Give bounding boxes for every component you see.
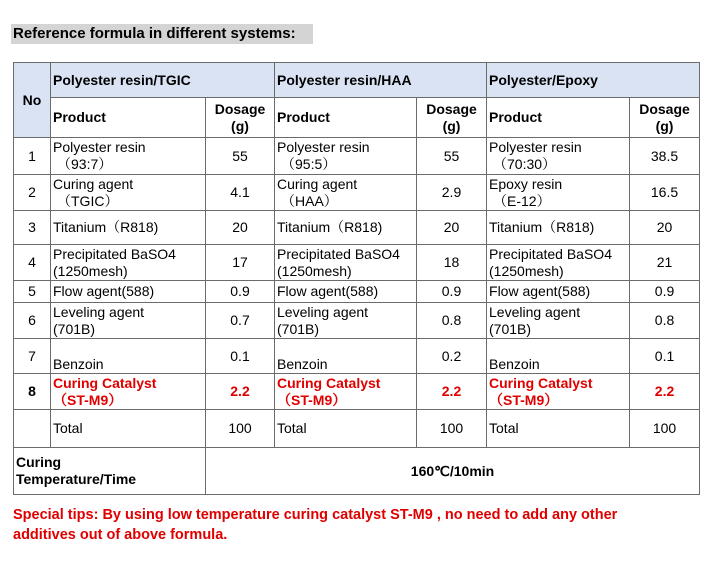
product-cell: Flow agent(588) — [275, 281, 417, 303]
curing-row — [14, 448, 700, 495]
special-tips: Special tips: By using low temperature curing catalyst ST-M9 , no need to add any other additives out of above formula. — [13, 507, 618, 543]
row-number: 4 — [14, 245, 51, 281]
product-cell: Curing Catalyst （ST-M9） — [51, 374, 206, 410]
product-cell: Titanium（R818) — [487, 211, 630, 245]
table-row — [14, 138, 700, 175]
dosage-value: 0.9 — [417, 281, 487, 303]
dosage-value: 0.8 — [630, 303, 700, 339]
row-number: 1 — [14, 138, 51, 175]
no-header: No — [14, 63, 51, 138]
dosage-value: 2.9 — [417, 175, 487, 211]
dosage-value: 0.7 — [206, 303, 275, 339]
product-cell: Precipitated BaSO4 (1250mesh) — [275, 245, 417, 281]
row-number: 2 — [14, 175, 51, 211]
dosage-value: 16.5 — [630, 175, 700, 211]
product-header: Product — [275, 98, 417, 138]
dosage-value: 20 — [630, 211, 700, 245]
dosage-value: 4.1 — [206, 175, 275, 211]
total-label: Total — [51, 410, 206, 448]
dosage-header: Dosage (g) — [630, 98, 700, 138]
product-cell: Flow agent(588) — [51, 281, 206, 303]
curing-label: Curing Temperature/Time — [14, 448, 206, 495]
total-value: 100 — [417, 410, 487, 448]
product-cell: Flow agent(588) — [487, 281, 630, 303]
dosage-value: 0.9 — [206, 281, 275, 303]
dosage-value: 17 — [206, 245, 275, 281]
system-header-haa: Polyester resin/HAA — [275, 63, 487, 98]
table-row — [14, 211, 700, 245]
dosage-value: 20 — [206, 211, 275, 245]
dosage-value: 0.2 — [417, 339, 487, 374]
dosage-value: 2.2 — [206, 374, 275, 410]
table-row — [14, 303, 700, 339]
row-number: 7 — [14, 339, 51, 374]
total-row — [14, 410, 700, 448]
product-cell: Polyester resin （70:30） — [487, 138, 630, 175]
row-number: 3 — [14, 211, 51, 245]
system-header-tgic: Polyester resin/TGIC — [51, 63, 275, 98]
total-label: Total — [275, 410, 417, 448]
row-number: 5 — [14, 281, 51, 303]
table-row — [14, 175, 700, 211]
dosage-value: 18 — [417, 245, 487, 281]
total-value: 100 — [630, 410, 700, 448]
dosage-value: 0.1 — [206, 339, 275, 374]
product-cell: Curing agent （TGIC） — [51, 175, 206, 211]
table-row — [14, 339, 700, 374]
product-cell: Curing agent （HAA） — [275, 175, 417, 211]
dosage-value: 0.8 — [417, 303, 487, 339]
product-cell: Leveling agent (701B) — [275, 303, 417, 339]
row-number: 8 — [14, 374, 51, 410]
table-row — [14, 281, 700, 303]
product-cell: Polyester resin （93:7） — [51, 138, 206, 175]
system-header-epoxy: Polyester/Epoxy — [487, 63, 700, 98]
product-cell: Curing Catalyst （ST-M9） — [487, 374, 630, 410]
dosage-value: 2.2 — [417, 374, 487, 410]
product-cell: Titanium（R818) — [51, 211, 206, 245]
product-header: Product — [487, 98, 630, 138]
formula-table — [13, 62, 700, 495]
dosage-value: 20 — [417, 211, 487, 245]
dosage-value: 55 — [417, 138, 487, 175]
dosage-value: 21 — [630, 245, 700, 281]
dosage-value: 0.1 — [630, 339, 700, 374]
product-cell: Polyester resin （95:5） — [275, 138, 417, 175]
product-cell: Precipitated BaSO4 (1250mesh) — [487, 245, 630, 281]
product-cell: Benzoin — [487, 339, 630, 374]
product-cell: Precipitated BaSO4 (1250mesh) — [51, 245, 206, 281]
product-cell: Leveling agent (701B) — [487, 303, 630, 339]
table-row — [14, 245, 700, 281]
dosage-value: 38.5 — [630, 138, 700, 175]
empty-cell — [14, 410, 51, 448]
total-label: Total — [487, 410, 630, 448]
row-number: 6 — [14, 303, 51, 339]
dosage-value: 2.2 — [630, 374, 700, 410]
product-cell: Leveling agent (701B) — [51, 303, 206, 339]
dosage-value: 55 — [206, 138, 275, 175]
product-cell: Titanium（R818) — [275, 211, 417, 245]
dosage-value: 0.9 — [630, 281, 700, 303]
curing-value: 160℃/10min — [206, 448, 700, 495]
product-header: Product — [51, 98, 206, 138]
product-cell: Curing Catalyst （ST-M9） — [275, 374, 417, 410]
dosage-header: Dosage (g) — [417, 98, 487, 138]
table-row — [14, 374, 700, 410]
total-value: 100 — [206, 410, 275, 448]
product-cell: Benzoin — [51, 339, 206, 374]
section-heading: Reference formula in different systems: — [11, 24, 313, 44]
dosage-header: Dosage (g) — [206, 98, 275, 138]
product-cell: Epoxy resin （E-12） — [487, 175, 630, 211]
product-cell: Benzoin — [275, 339, 417, 374]
